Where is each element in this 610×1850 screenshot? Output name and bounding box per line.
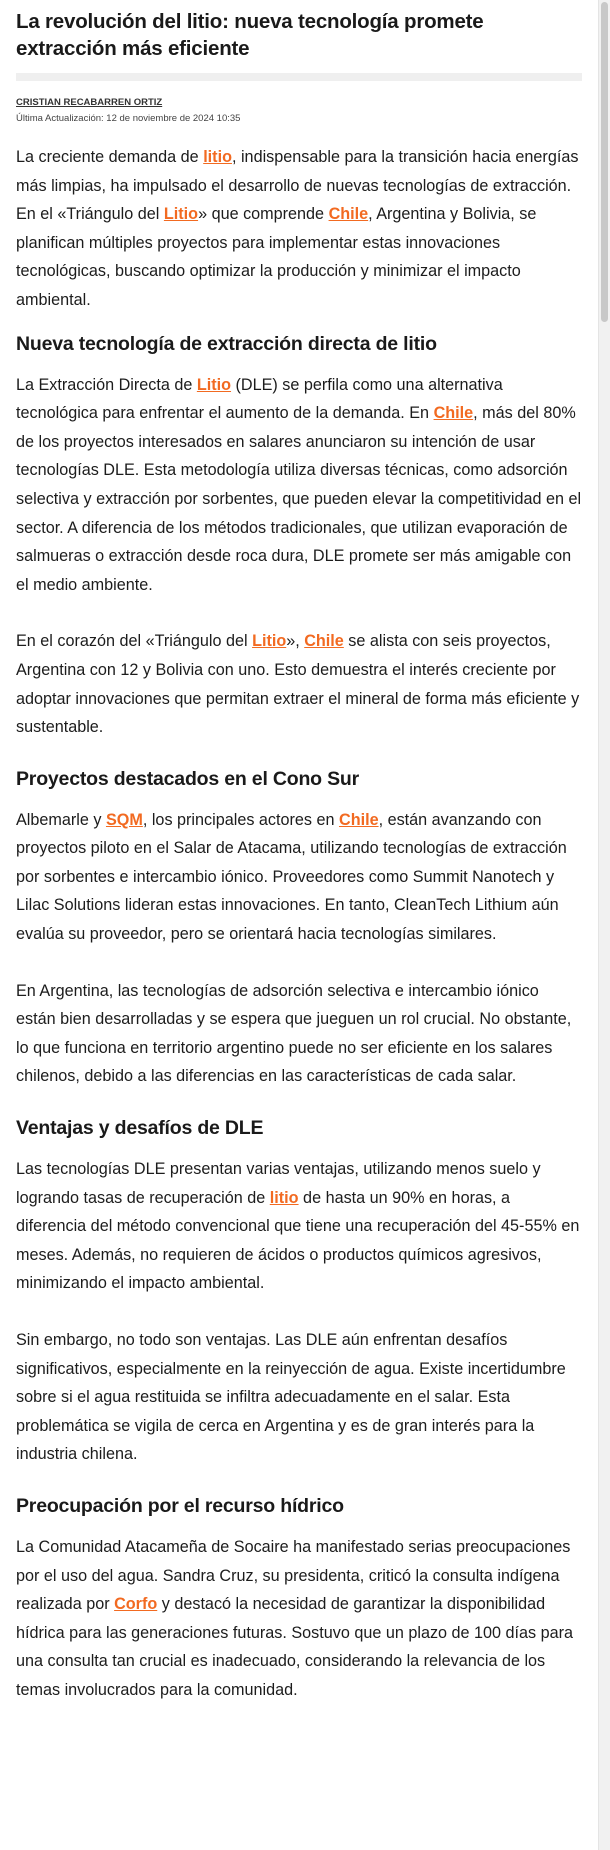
scrollbar-thumb[interactable] xyxy=(601,2,608,322)
tag-link-litio[interactable]: Litio xyxy=(196,375,232,394)
tag-link-litio[interactable]: litio xyxy=(203,148,232,166)
section-heading-dle: Nueva tecnología de extracción directa de litio xyxy=(16,332,437,355)
tag-link-corfo[interactable]: Corfo xyxy=(114,1595,158,1614)
paragraph: En Argentina, las tecnologías de adsorción selectiva e intercambio iónico están bien desarrolladas y se espera que jueguen un rol crucial. No obstante, lo que funciona en territorio argentino puede no ser eficiente en los salares chilenos, debido a las diferencias en las características de cada salar. xyxy=(16,981,572,1086)
tag-link-litio[interactable]: Litio xyxy=(252,632,287,651)
tag-link-sqm[interactable]: SQM xyxy=(105,810,143,829)
page-scrollbar[interactable] xyxy=(598,0,610,1850)
tag-link-litio[interactable]: litio xyxy=(269,1188,299,1207)
tag-link-chile[interactable]: Chile xyxy=(328,205,369,224)
last-updated: Última Actualización: 12 de noviembre de 2024 10:35 xyxy=(16,113,241,124)
tag-link-chile[interactable]: Chile xyxy=(339,810,379,829)
paragraph: Albemarle y SQM, los principales actores en Chile, están avanzando con proyectos piloto en el Salar de Atacama, utilizando tecnologías de extracción por sorbentes e intercambio iónico. Proveedores como Summit Nanotech y Lilac Solutions lideran estas innovaciones. En tanto, CleanTech Lithium aún evalúa su proveedor, pero se orientará hacia tecnologías similares. xyxy=(16,810,567,944)
article-title: La revolución del litio: nueva tecnología promete extracción más eficiente xyxy=(16,10,484,60)
title-divider xyxy=(16,73,582,81)
section-heading-recurso-hidrico: Preocupación por el recurso hídrico xyxy=(16,1494,344,1517)
paragraph: La Comunidad Atacameña de Socaire ha manifestado serias preocupaciones por el uso del agua. Sandra Cruz, su presidenta, criticó la consulta indígena realizada por Corfo y destacó la necesidad de garantizar la disponibilidad hídrica para las generaciones futuras. Sostuvo que un plazo de 100 días para una consulta tan crucial es inadecuado, considerando la relevancia de los temas involucrados para la comunidad. xyxy=(16,1537,574,1699)
tag-link-chile[interactable]: Chile xyxy=(433,404,474,423)
section-heading-cono-sur: Proyectos destacados en el Cono Sur xyxy=(16,767,360,790)
paragraph: Las tecnologías DLE presentan varias ventajas, utilizando menos suelo y logrando tasas de recuperación de litio de hasta un 90% en horas, a diferencia del método convencional que tiene una recuperación del 45-55% en meses. Además, no requieren de ácidos o productos químicos agresivos, minimizando el impacto ambiental. xyxy=(16,1160,580,1293)
paragraph: La Extracción Directa de Litio (DLE) se perfila como una alternativa tecnológica para enfrentar el aumento de la demanda. En Chile, más del 80% de los proyectos interesados en salares anunciaron su intención de usar tecnologías DLE. Esta metodología utiliza diversas técnicas, como adsorción selectiva y extracción por sorbentes, que pueden elevar la competitividad en el sector. A diferencia de los métodos tradicionales, que utilizan evaporación de salmueras o extracción desde roca dura, DLE promete ser más amigable con el medio ambiente. xyxy=(16,375,582,594)
intro-paragraph: La creciente demanda de litio, indispensable para la transición hacia energías más limpias, ha impulsado el desarrollo de nuevas tecnologías de extracción. En el «Triángulo del Litio» que comprende Chile, Argentina y Bolivia, se planifican múltiples proyectos para implementar estas innovaciones tecnológicas, buscando optimizar la producción y minimizar el impacto ambiental. xyxy=(16,148,579,309)
paragraph: En el corazón del «Triángulo del Litio», Chile se alista con seis proyectos, Argentina con 12 y Bolivia con uno. Esto demuestra el interés creciente por adoptar innovaciones que permitan extraer el mineral de forma más eficiente y sustentable. xyxy=(16,632,580,737)
section-heading-ventajas: Ventajas y desafíos de DLE xyxy=(16,1117,264,1140)
paragraph: Sin embargo, no todo son ventajas. Las DLE aún enfrentan desafíos significativos, especialmente en la reinyección de agua. Existe incertidumbre sobre si el agua restituida se infiltra adecuadamente en el salar. Esta problemática se vigila de cerca en Argentina y es de gran interés para la industria chilena. xyxy=(16,1331,566,1464)
tag-link-chile[interactable]: Chile xyxy=(304,632,344,651)
author-link[interactable]: CRISTIAN RECABARREN ORTIZ xyxy=(16,97,163,108)
article xyxy=(16,0,582,1705)
tag-link-litio[interactable]: Litio xyxy=(163,205,199,224)
